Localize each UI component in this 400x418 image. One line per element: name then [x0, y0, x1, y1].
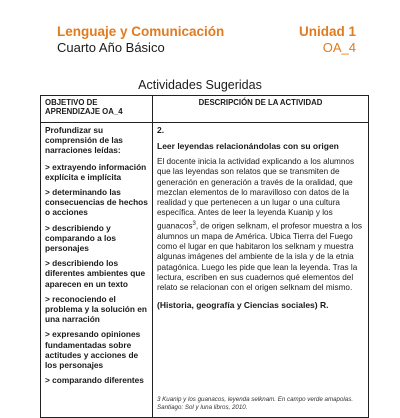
activity-body-text: El docente inicia la actividad explicando a los alumnos que las leyendas son relatos que se transmiten de generación en generación a través de la oralidad, que mezclan elementos de lo maravilloso con datos de la realidad y que pertenecen a un lugar o una cultura específica. Antes de leer la leyenda Kuanip y los guanacos	[157, 157, 355, 231]
activity-body-text-continued: , de origen selknam, el profesor muestra a los alumnos un mapa de América. Ubica Tierra del Fuego como el lugar en que habitaron los selknam y muestra algunas imágenes del ambiente de la isla y de la etnia patagónica. Luego les pide que lean la leyenda. Tras la lectura, escriben en sus cuadernos qué elementos del relato se relacionan con el origen selknam del mismo.	[157, 221, 362, 293]
table-row	[41, 123, 369, 418]
objective-item: > comparando diferentes	[45, 375, 144, 386]
activity-body	[157, 157, 364, 294]
footnote-reference: 3	[192, 220, 196, 227]
description-column-header: DESCRIPCIÓN DE LA ACTIVIDAD	[153, 96, 369, 123]
unit-label: Unidad 1	[298, 24, 356, 39]
oa-code: OA_4	[322, 40, 356, 55]
objective-item: > describiendo y comparando a los personajes	[45, 222, 117, 254]
section-title: Actividades Sugeridas	[138, 78, 262, 92]
objective-item: > determinando las consecuencias de hechos o acciones	[45, 187, 148, 218]
activity-table	[40, 95, 369, 418]
page-header	[0, 0, 400, 70]
objective-item: > expresando opiniones fundamentadas sobre actitudes y acciones de los personajes	[45, 329, 141, 371]
objectives-cell	[41, 123, 153, 418]
table-header-row	[41, 96, 369, 123]
objective-item: > extrayendo información explícita e implícita	[45, 161, 147, 182]
objective-item: > describiendo los diferentes ambientes que aparecen en un texto	[45, 258, 146, 289]
activity-number: 2.	[157, 125, 165, 135]
description-cell	[153, 123, 369, 418]
objective-item: Profundizar su comprensión de las narraciones leídas:	[45, 125, 123, 156]
footnote: 3 Kuanip y los guanacos, leyenda selknam. En campo verde amapolas. Santiago: Sol y luna libros, 2010.	[157, 396, 354, 411]
subject-title: Lenguaje y Comunicación	[57, 24, 225, 39]
objective-item: > reconociendo el problema y la solución en una narración	[45, 293, 147, 325]
grade-level: Cuarto Año Básico	[57, 40, 165, 55]
activity-title: Leer leyendas relacionándolas con su origen	[157, 141, 339, 151]
objective-column-header: OBJETIVO DE APRENDIZAJE OA_4	[41, 96, 153, 123]
activity-subjects: (Historia, geografía y Ciencias sociales) R.	[157, 299, 329, 310]
